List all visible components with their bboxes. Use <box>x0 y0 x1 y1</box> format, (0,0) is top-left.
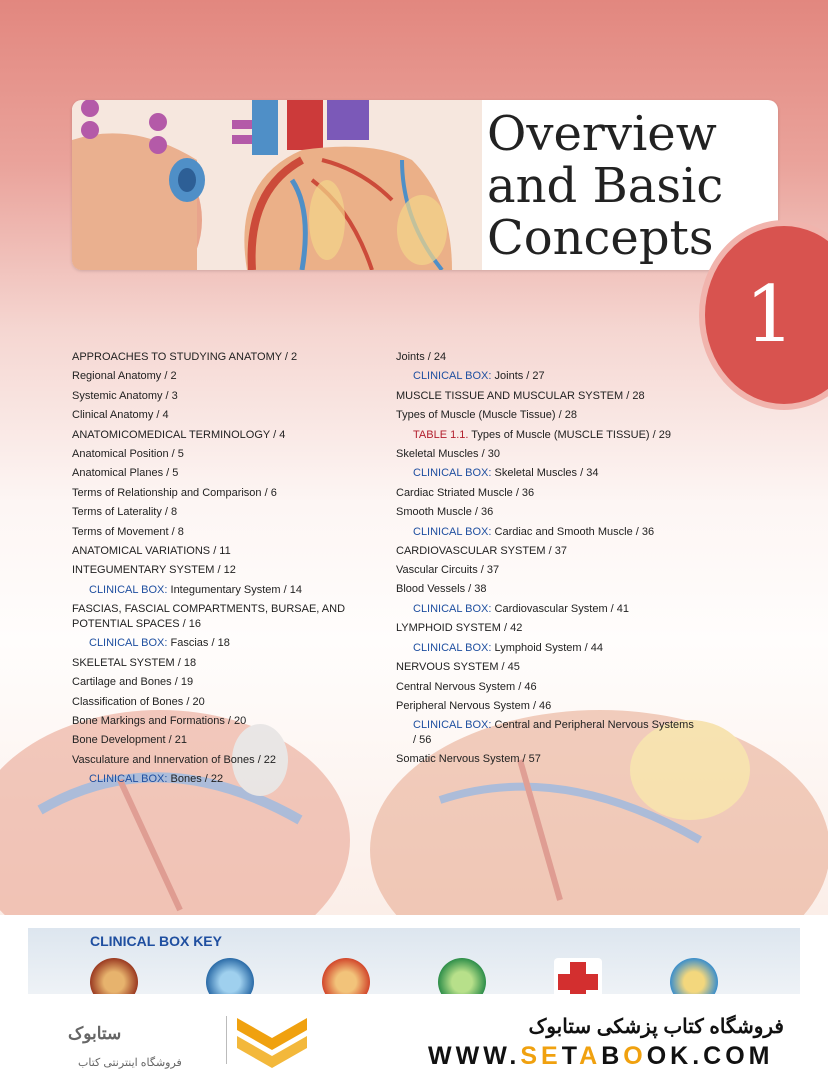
toc-topic-entry[interactable]: Terms of Movement / 8 <box>72 525 184 538</box>
url-part: OK.COM <box>646 1042 774 1070</box>
toc-right-column <box>396 348 696 770</box>
toc-section-entry[interactable]: FASCIAS, FASCIAL COMPARTMENTS, BURSAE, AND POTENTIAL SPACES / 16 <box>72 603 346 631</box>
toc-topic-entry[interactable]: Cardiac Striated Muscle / 36 <box>396 486 535 499</box>
toc-clinical-box-entry[interactable] <box>396 600 696 619</box>
toc-topic-entry[interactable]: Classification of Bones / 20 <box>72 695 205 708</box>
url-part: A <box>579 1042 602 1070</box>
clinical-box-label: CLINICAL BOX: <box>413 602 492 615</box>
toc-topic-entry[interactable]: Systemic Anatomy / 3 <box>72 389 178 402</box>
clinical-box-label: CLINICAL BOX: <box>89 773 168 786</box>
toc-clinical-box-entry[interactable] <box>396 464 696 483</box>
toc-entry-text: Cardiac and Smooth Muscle / 36 <box>491 525 655 538</box>
url-part: WWW. <box>428 1042 521 1070</box>
toc-topic-entry[interactable]: Somatic Nervous System / 57 <box>396 753 541 766</box>
toc-topic-entry[interactable]: Bone Markings and Formations / 20 <box>72 714 247 727</box>
title-line: Overview <box>487 106 717 162</box>
clinical-box-key-title: CLINICAL BOX KEY <box>90 933 222 949</box>
toc-clinical-box-entry[interactable] <box>72 770 372 789</box>
chapter-number: 1 <box>745 270 795 360</box>
toc-clinical-box-entry[interactable] <box>396 367 696 386</box>
clinical-box-label: CLINICAL BOX: <box>413 467 492 480</box>
chapter-title <box>487 108 772 264</box>
table-label: TABLE 1.1. <box>413 428 469 441</box>
toc-topic-entry[interactable]: Types of Muscle (Muscle Tissue) / 28 <box>396 409 577 422</box>
url-part: T <box>561 1042 580 1070</box>
clinical-box-label: CLINICAL BOX: <box>413 370 492 383</box>
toc-entry-text: Skeletal Muscles / 34 <box>491 467 599 480</box>
toc-topic-entry[interactable]: Regional Anatomy / 2 <box>72 370 177 383</box>
toc-section-entry[interactable]: CARDIOVASCULAR SYSTEM / 37 <box>396 544 567 557</box>
toc-topic-entry[interactable]: Skeletal Muscles / 30 <box>396 448 500 461</box>
toc-section-entry[interactable]: NERVOUS SYSTEM / 45 <box>396 661 520 674</box>
toc-topic-entry[interactable]: Central Nervous System / 46 <box>396 680 537 693</box>
toc-topic-entry[interactable]: Anatomical Position / 5 <box>72 448 184 461</box>
toc-entry-text: Cardiovascular System / 41 <box>491 602 630 615</box>
toc-topic-entry[interactable]: Vascular Circuits / 37 <box>396 564 500 577</box>
heart-illustration <box>72 100 482 270</box>
toc-section-entry[interactable]: INTEGUMENTARY SYSTEM / 12 <box>72 564 236 577</box>
setabook-logo-subtitle: فروشگاه اینترنتی کتاب <box>78 1057 182 1069</box>
clinical-box-label: CLINICAL BOX: <box>89 583 168 596</box>
url-part: SE <box>520 1042 562 1070</box>
shop-name: فروشگاه کتاب پزشکی ستابوک <box>528 1016 784 1038</box>
toc-topic-entry[interactable]: Cartilage and Bones / 19 <box>72 676 194 689</box>
clinical-box-label: CLINICAL BOX: <box>413 641 492 654</box>
toc-topic-entry[interactable]: Anatomical Planes / 5 <box>72 467 179 480</box>
title-line: and Basic <box>487 158 724 214</box>
toc-section-entry[interactable]: MUSCLE TISSUE AND MUSCULAR SYSTEM / 28 <box>396 389 645 402</box>
clinical-box-label: CLINICAL BOX: <box>413 719 492 732</box>
toc-topic-entry[interactable]: Smooth Muscle / 36 <box>396 506 494 519</box>
title-line: Concepts <box>487 210 714 266</box>
toc-section-entry[interactable]: SKELETAL SYSTEM / 18 <box>72 656 197 669</box>
toc-table-entry[interactable] <box>396 426 696 445</box>
toc-section-entry[interactable]: LYMPHOID SYSTEM / 42 <box>396 622 523 635</box>
toc-topic-entry[interactable]: Clinical Anatomy / 4 <box>72 409 169 422</box>
toc-entry-text: Types of Muscle (MUSCLE TISSUE) / 29 <box>468 428 671 441</box>
setabook-logo-text: ستابوک <box>68 1024 122 1043</box>
toc-topic-entry[interactable]: Vasculature and Innervation of Bones / 22 <box>72 753 277 766</box>
toc-section-entry[interactable]: ANATOMICAL VARIATIONS / 11 <box>72 545 231 558</box>
toc-clinical-box-entry[interactable] <box>396 525 696 540</box>
toc-clinical-box-entry[interactable] <box>396 639 696 658</box>
toc-topic-entry[interactable]: Blood Vessels / 38 <box>396 583 487 596</box>
toc-entry-text: Fascias / 18 <box>167 637 230 650</box>
toc-topic-entry[interactable]: Joints / 24 <box>396 351 447 363</box>
toc-left-column <box>72 348 372 790</box>
toc-section-entry[interactable]: ANATOMICOMEDICAL TERMINOLOGY / 4 <box>72 428 286 441</box>
clinical-box-label: CLINICAL BOX: <box>413 525 492 538</box>
toc-entry-text: Joints / 27 <box>491 370 545 383</box>
chapter-header-card <box>72 100 778 270</box>
toc-section-entry[interactable]: APPROACHES TO STUDYING ANATOMY / 2 <box>72 351 298 363</box>
toc-entry-text: Integumentary System / 14 <box>167 583 302 596</box>
url-part: B <box>601 1042 624 1070</box>
toc-topic-entry[interactable]: Bone Development / 21 <box>72 734 187 747</box>
clinical-box-key <box>28 928 800 994</box>
toc-clinical-box-entry[interactable] <box>72 634 372 653</box>
logo-divider <box>226 1016 227 1064</box>
toc-topic-entry[interactable]: Terms of Relationship and Comparison / 6 <box>72 486 277 499</box>
toc-topic-entry[interactable]: Peripheral Nervous System / 46 <box>396 699 552 712</box>
toc-entry-text: Central and Peripheral Nervous Systems / 56 <box>413 719 694 747</box>
toc-entry-text: Lymphoid System / 44 <box>491 641 603 654</box>
toc-topic-entry[interactable]: Terms of Laterality / 8 <box>72 506 178 519</box>
url-part: O <box>623 1042 647 1070</box>
toc-entry-text: Bones / 22 <box>167 773 224 786</box>
clinical-box-label: CLINICAL BOX: <box>89 637 168 650</box>
footer-banner <box>0 994 828 1080</box>
shop-url[interactable] <box>428 1042 774 1071</box>
toc-clinical-box-entry[interactable] <box>72 581 372 600</box>
toc-clinical-box-entry[interactable] <box>396 718 696 748</box>
setabook-logo-icon <box>232 1008 312 1068</box>
